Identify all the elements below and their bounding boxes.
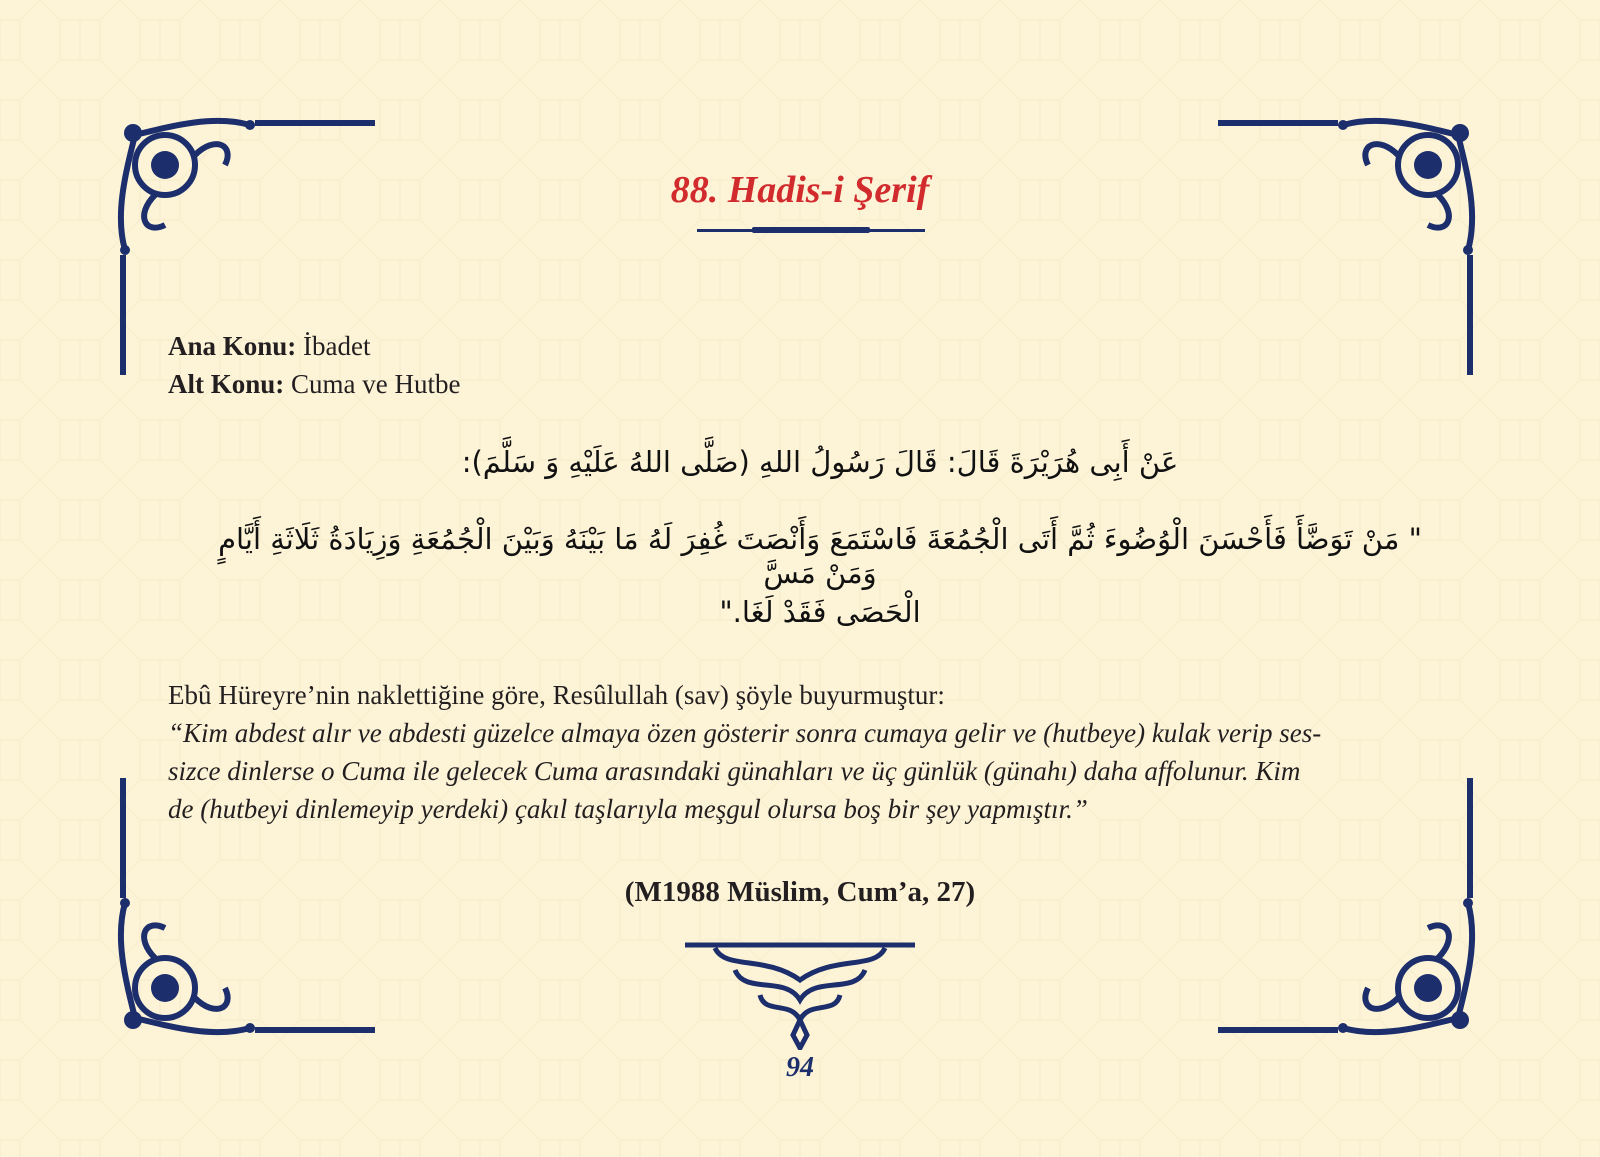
translation-quote-line-3: de (hutbeyi dinlemeyip yerdeki) çakıl taşlarıyla meşgul olursa boş bir şey yapmıştır.” [168,794,1088,824]
corner-ornament-top-right [1218,115,1478,375]
page-number: 94 [786,1052,814,1083]
arabic-line-2: " مَنْ تَوَضَّأَ فَأَحْسَنَ الْوُضُوءَ ثُمَّ أَتَى الْجُمُعَةَ فَاسْتَمَعَ وَأَنْصَتَ غُفِرَ لَهُ مَا بَيْنَهُ وَبَيْنَ الْجُمُعَةِ وَزِيَادَةُ ثَلَاثَةِ أَيَّامٍ وَمَنْ مَسَّ [218,522,1422,590]
sub-topic [168,365,461,403]
sub-topic-label: Alt Konu: [168,369,285,399]
translation-quote-line-1: “Kim abdest alır ve abdesti güzelce almaya özen gösterir sonra cumaya gelir ve (hutbeye) kulak verip ses- [168,718,1322,748]
translation-quote-line-2: sizce dinlerse o Cuma ile gelecek Cuma arasındaki günahları ve üç günlük (günahı) daha affolunur. Kim [168,756,1301,786]
arabic-line-3: الْحَصَى فَقَدْ لَغَا." [719,595,921,629]
main-topic-value: İbadet [303,331,371,361]
main-topic-label: Ana Konu: [168,331,297,361]
page-title: 88. Hadis-i Şerif [670,169,930,211]
sub-topic-value: Cuma ve Hutbe [291,369,461,399]
translation [168,676,1468,828]
source-citation: (M1988 Müslim, Cum’a, 27) [624,876,976,908]
translation-intro: Ebû Hüreyre’nin naklettiğine göre, Resûlullah (sav) şöyle buyurmuştur: [168,680,945,710]
arabic-line-1: عَنْ أَبِى هُرَيْرَةَ قَالَ: قَالَ رَسُولُ اللهِ (صَلَّى اللهُ عَلَيْهِ وَ سَلَّمَ): [461,445,1179,479]
title-divider [697,229,925,232]
bottom-ornament-icon [685,940,915,1050]
main-topic [168,327,371,365]
